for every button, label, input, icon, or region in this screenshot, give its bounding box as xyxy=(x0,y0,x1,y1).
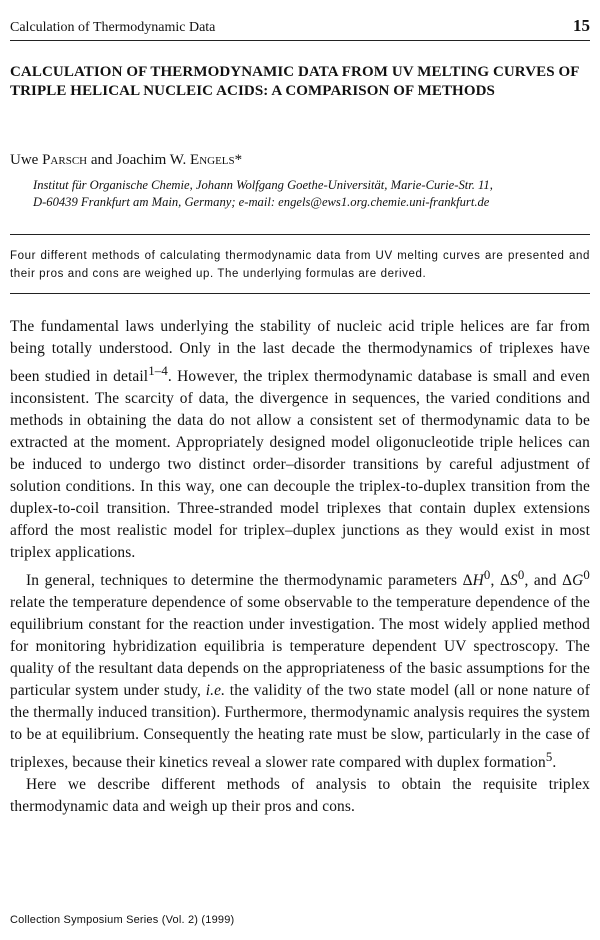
body-text: The fundamental laws underlying the stability of nucleic acid triple helices are far from being totally understood. Only in the last decade the thermodynamics of triplexes have been studied in detail xyxy=(10,318,590,386)
running-header xyxy=(10,18,590,41)
abstract: Four different methods of calculating thermodynamic data from UV melting curves are presented and their pros and cons are weighed up. The underlying formulas are derived. xyxy=(10,234,590,294)
body-text: . xyxy=(552,754,557,772)
author-affiliation xyxy=(33,177,573,211)
symbol-entropy: S xyxy=(510,572,518,590)
page-number: 15 xyxy=(573,16,590,35)
author1-family-name: Parsch xyxy=(42,152,88,168)
body-text: In general, techniques to determine the thermodynamic parameters Δ xyxy=(26,572,473,590)
author-conjunction: and xyxy=(87,152,117,168)
body-paragraph-2 xyxy=(10,564,590,774)
affiliation-line-1: Institut für Organische Chemie, Johann Wolfgang Goethe-Universität, Marie-Curie-Str. 11, xyxy=(33,178,493,192)
author1-given-name: Uwe xyxy=(10,152,43,168)
citation-ref: 1–4 xyxy=(148,364,168,378)
body-text: the validity of the two state model (all or none nature of the thermally induced transition). Furthermore, thermodynamic analysis requires the system to be at equilibrium. Consequently the heating rate must be slow, particularly in the case of triplexes, because their kinetics reveal a slower rate compared with duplex formation xyxy=(10,682,591,772)
superscript-zero: 0 xyxy=(583,568,590,583)
author2-family-name: Engels xyxy=(190,152,235,168)
body-text: relate the temperature dependence of some observable to the temperature dependence of the equilibrium constant for the reaction under investigation. The most widely applied method for monitoring hybridization equilibria is temperature dependent UV spectroscopy. The quality of the resultant data depends on the appropriateness of the basic assumptions for the particular system under study, xyxy=(10,594,590,700)
body-paragraph-3: Here we describe different methods of analysis to obtain the requisite triplex thermodynamic data and weigh up their pros and cons. xyxy=(10,776,590,816)
author2-given-name: Joachim W. xyxy=(116,152,191,168)
body-paragraph-1 xyxy=(10,316,590,564)
superscript-zero: 0 xyxy=(483,568,491,583)
body-text: , and Δ xyxy=(524,572,573,590)
citation-ref: 5 xyxy=(545,750,553,765)
symbol-free-energy: G xyxy=(572,572,584,590)
superscript-zero: 0 xyxy=(517,568,525,583)
footer-series: Collection Symposium Series (Vol. 2) (1999) xyxy=(10,914,235,926)
symbol-enthalpy: H xyxy=(472,572,484,590)
running-title: Calculation of Thermodynamic Data xyxy=(10,20,216,35)
corresponding-author-mark: * xyxy=(234,152,243,168)
article-body xyxy=(10,316,590,818)
affiliation-line-2: D-60439 Frankfurt am Main, Germany; e-mail: engels@ews1.org.chemie.uni-frankfurt.de xyxy=(33,195,490,209)
italic-ie: i.e. xyxy=(205,682,226,700)
body-text: . However, the triplex thermodynamic database is small and even inconsistent. The scarcity of data, the divergence in sequences, the varied conditions and methods in obtaining the data do not allow a consistent set of thermodynamic data to be extracted at the moment. Appropriately designed model oligonucleotide triple helices can be induced to undergo two distinct order–disorder transitions by careful adjustment of solution conditions. In this way, one can decouple the triplex-to-duplex transition from the duplex-to-coil transition. Three-stranded model triplexes that contain duplex extensions afford the most realistic model for triplex–duplex junctions as they would exist in most triplex applications. xyxy=(10,368,591,562)
author-list xyxy=(10,152,242,169)
article-title: CALCULATION OF THERMODYNAMIC DATA FROM UV MELTING CURVES OF TRIPLE HELICAL NUCLEIC ACIDS: A COMPARISON OF METHODS xyxy=(10,64,580,99)
body-text: , Δ xyxy=(490,572,511,590)
